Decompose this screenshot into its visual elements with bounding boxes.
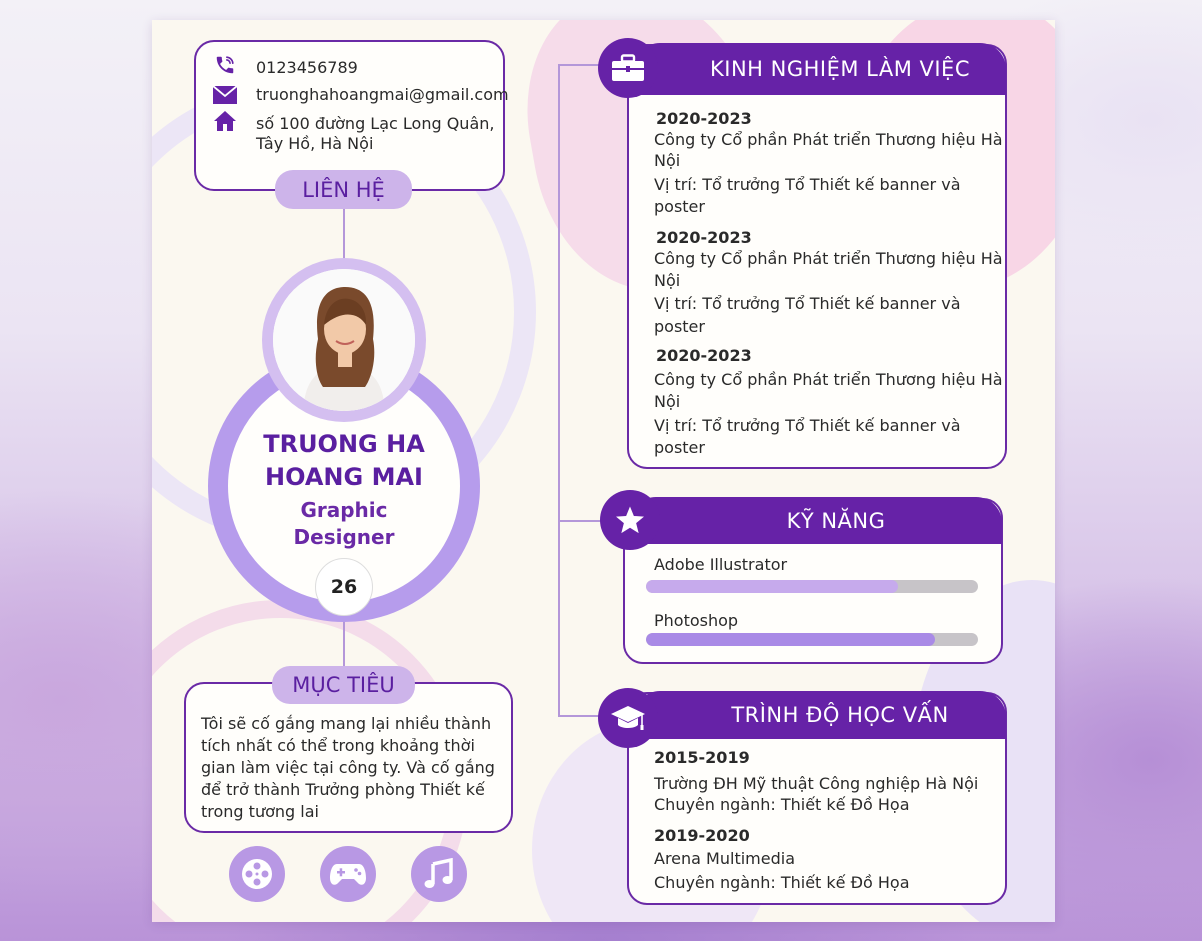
skill-name: Adobe Illustrator bbox=[654, 555, 788, 574]
phone-icon bbox=[214, 54, 236, 76]
experience-company: Công ty Cổ phần Phát triển Thương hiệu Hà bbox=[654, 249, 1003, 268]
education-title: TRÌNH ĐỘ HỌC VẤN bbox=[731, 703, 949, 727]
experience-company: Nội bbox=[654, 151, 681, 170]
education-header bbox=[634, 691, 1006, 739]
experience-title: KINH NGHIỆM LÀM VIỆC bbox=[709, 57, 970, 81]
connector-contact bbox=[343, 206, 345, 262]
education-years: 2015-2019 bbox=[654, 748, 750, 767]
objective-line: trong tương lai bbox=[201, 802, 319, 821]
contact-address-line2: Tây Hồ, Hà Nội bbox=[256, 134, 374, 153]
skill-bar-fill bbox=[646, 580, 898, 593]
profile-title-line1: Graphic bbox=[300, 498, 388, 522]
experience-years: 2020-2023 bbox=[656, 346, 752, 365]
education-school: Arena Multimedia bbox=[654, 849, 795, 868]
experience-role: poster bbox=[654, 438, 705, 457]
education-years: 2019-2020 bbox=[654, 826, 750, 845]
skill-bar-fill bbox=[646, 633, 935, 646]
experience-years: 2020-2023 bbox=[656, 109, 752, 128]
experience-years: 2020-2023 bbox=[656, 228, 752, 247]
graduation-cap-icon bbox=[598, 688, 658, 748]
briefcase-icon bbox=[598, 38, 658, 98]
profile-title-line2: Designer bbox=[293, 525, 395, 549]
skill-bar-illustrator bbox=[646, 580, 978, 593]
home-icon bbox=[213, 110, 237, 132]
star-icon bbox=[600, 490, 660, 550]
education-major: Chuyên ngành: Thiết kế Đồ Họa bbox=[654, 873, 910, 892]
profile-name-line2: HOANG MAI bbox=[265, 463, 423, 491]
contact-label: LIÊN HỆ bbox=[275, 170, 412, 209]
email-icon bbox=[212, 85, 238, 105]
education-major: Chuyên ngành: Thiết kế Đồ Họa bbox=[654, 795, 910, 814]
experience-role: poster bbox=[654, 317, 705, 336]
resume-page bbox=[152, 20, 1055, 922]
gamepad-icon bbox=[320, 846, 376, 902]
contact-phone[interactable]: 0123456789 bbox=[256, 58, 358, 77]
age-badge bbox=[315, 558, 373, 616]
contact-email[interactable]: truonghahoangmai@gmail.com bbox=[256, 85, 509, 104]
experience-company: Công ty Cổ phần Phát triển Thương hiệu Hà bbox=[654, 370, 1003, 389]
experience-role: Vị trí: Tổ trưởng Tổ Thiết kế banner và bbox=[654, 175, 961, 194]
skill-bar-photoshop bbox=[646, 633, 978, 646]
objective-line: để trở thành Trưởng phòng Thiết kế bbox=[201, 780, 485, 799]
contact-address-line1: số 100 đường Lạc Long Quân, bbox=[256, 114, 495, 133]
film-reel-icon bbox=[229, 846, 285, 902]
avatar bbox=[262, 258, 426, 422]
education-school: Trường ĐH Mỹ thuật Công nghiệp Hà Nội bbox=[654, 774, 979, 793]
objective-line: gian làm việc tại công ty. Và cố gắng bbox=[201, 758, 495, 777]
objective-label: MỤC TIÊU bbox=[272, 666, 415, 704]
age-value: 26 bbox=[330, 576, 358, 598]
objective-line: Tôi sẽ cố gắng mang lại nhiều thành bbox=[201, 714, 492, 733]
experience-company: Nội bbox=[654, 271, 681, 290]
experience-header bbox=[634, 43, 1006, 95]
connector-trunk bbox=[558, 64, 560, 717]
experience-role: poster bbox=[654, 197, 705, 216]
experience-role: Vị trí: Tổ trưởng Tổ Thiết kế banner và bbox=[654, 416, 961, 435]
skills-title: KỸ NĂNG bbox=[786, 508, 886, 533]
objective-line: tích nhất có thể trong khoảng thời bbox=[201, 736, 475, 755]
profile-name-line1: TRUONG HA bbox=[263, 430, 425, 458]
experience-company: Công ty Cổ phần Phát triển Thương hiệu Hà bbox=[654, 130, 1003, 149]
connector-objective bbox=[343, 616, 345, 668]
skills-header bbox=[630, 497, 1002, 544]
music-note-icon bbox=[411, 846, 467, 902]
experience-company: Nội bbox=[654, 392, 681, 411]
experience-role: Vị trí: Tổ trưởng Tổ Thiết kế banner và bbox=[654, 294, 961, 313]
skill-name: Photoshop bbox=[654, 611, 739, 630]
